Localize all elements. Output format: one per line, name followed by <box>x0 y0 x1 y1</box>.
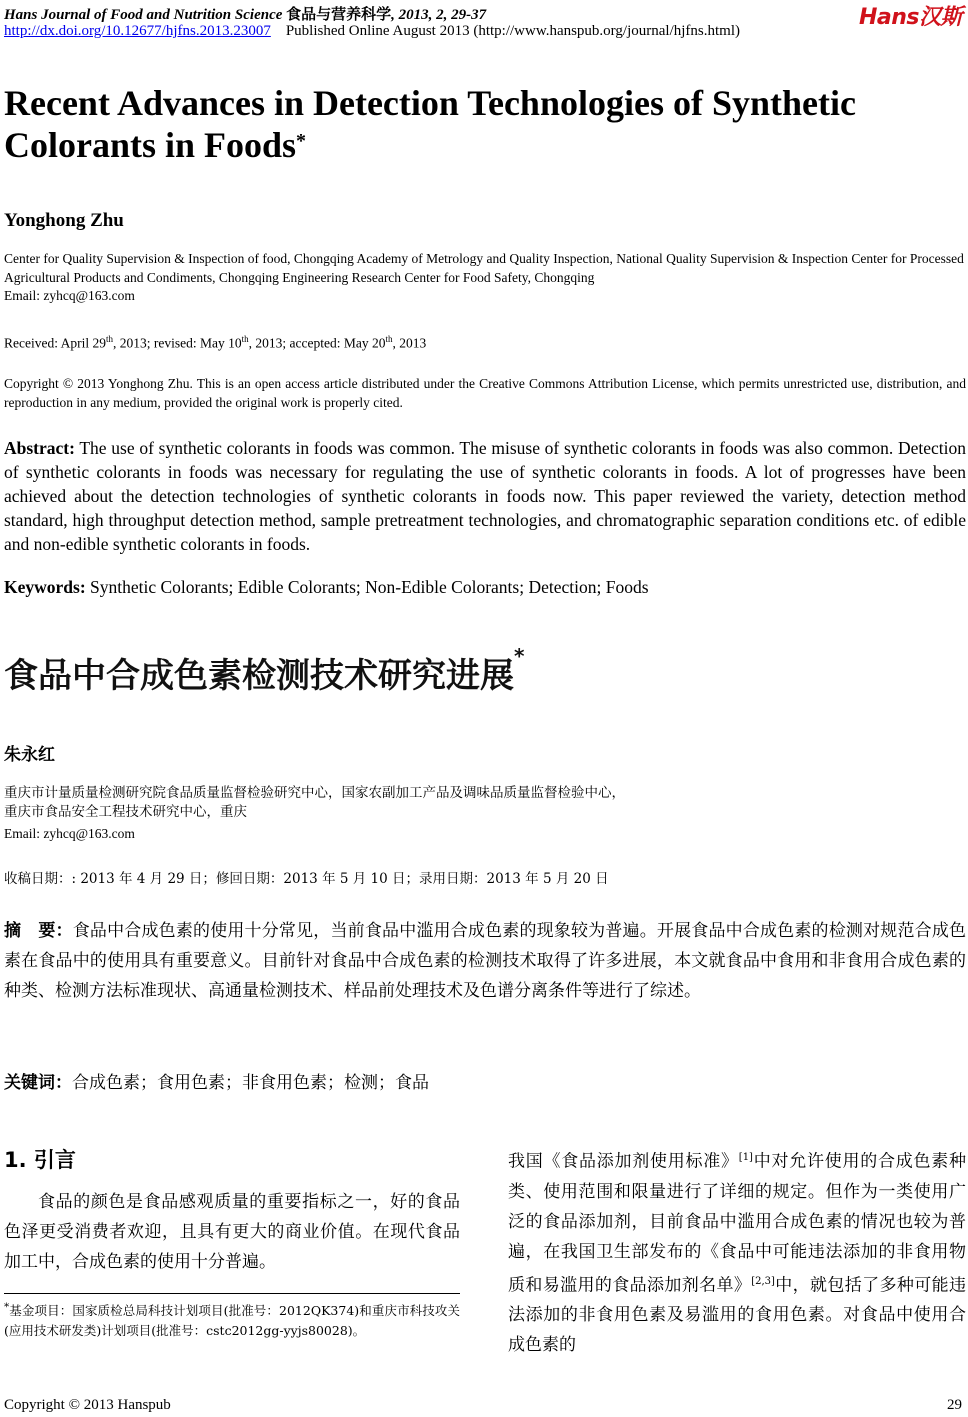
publisher-logo: Hans汉斯 <box>858 5 962 30</box>
abstract-en-label: Abstract: <box>4 438 75 458</box>
funding-footnote <box>4 1297 460 1341</box>
received-sup: th <box>105 334 113 344</box>
keywords-cn <box>4 1068 429 1093</box>
keywords-cn-text: 合成色素；食用色素；非食用色素；检测；食品 <box>72 1073 429 1093</box>
journal-header <box>4 3 486 24</box>
abstract-en-text: The use of synthetic colorants in foods was common. The misuse of synthetic colorants in foods was also common. Detection of synthetic colorants in foods was necessary for regulating the use of synthetic colorants in foods. A lot of progresses have been achieved about the detection technologies of synthetic colorants in foods now. This paper reviewed the variety, detection method standard, high throughput detection method, sample pretreatment technologies, and chromatographic separation conditions etc. of edible and non-edible synthetic colorants in foods. <box>4 438 966 554</box>
received-dates-en <box>4 330 426 353</box>
affiliation-cn-line2: 重庆市食品安全工程技术研究中心，重庆 <box>4 804 247 820</box>
intro-left-column: 食品的颜色是食品感观质量的重要指标之一，好的食品色泽更受消费者欢迎，且具有更大的商业价值。在现代食品加工中，合成色素的使用十分普遍。 <box>4 1192 460 1272</box>
abstract-cn-label: 摘 要： <box>4 921 73 941</box>
journal-name-en: Hans Journal of Food and Nutrition Science <box>4 7 283 23</box>
article-title-en <box>4 82 904 166</box>
section-heading: 1. 引言 <box>4 1148 76 1172</box>
footnote-text: 基金项目：国家质检总局科技计划项目(批准号：2012QK374)和重庆市科技攻关(应用技术研发类)计划项目(批准号：cstc2012gg-yyjs80028)。 <box>4 1303 460 1339</box>
page-number: 29 <box>947 1397 962 1413</box>
accepted-text: , 2013; accepted: May 20 <box>248 335 386 351</box>
received-text: Received: April 29 <box>4 335 106 351</box>
title-cn-mark: * <box>514 644 525 668</box>
abstract-cn-text: 食品中合成色素的使用十分常见，当前食品中滥用合成色素的现象较为普遍。开展食品中合成色素的检测对规范合成色素在食品中的使用具有重要意义。目前针对食品中合成色素的检测技术取得了许多进展，本文就食品中食用和非食用合成色素的种类、检测方法标准现状、高通量检测技术、样品前处理技术及色谱分离条件等进行了综述。 <box>4 921 967 1001</box>
journal-name-cn: 食品与营养科学 <box>286 7 392 23</box>
doi-line <box>4 23 740 40</box>
intro-right-text-1: 我国《食品添加剂使用标准》 <box>508 1151 739 1172</box>
affiliation-en: Center for Quality Supervision & Inspection of food, Chongqing Academy of Metrology and Quality Inspection, National Quality Supervision & Inspection Center for Processed Agricultural Products and Condiments, Chongqing Engineering Research Center for Food Safety, Chongqing <box>4 251 964 285</box>
abstract-en <box>4 436 966 556</box>
published-online: Published Online August 2013 (http://www.hanspub.org/journal/hjfns.html) <box>285 23 740 39</box>
journal-issue: , 2013, 2, 29-37 <box>391 7 487 23</box>
title-cn-text: 食品中合成色素检测技术研究进展 <box>4 656 514 696</box>
title-en-text: Recent Advances in Detection Technologies of Synthetic Colorants in Foods <box>4 83 856 165</box>
email-en: Email: zyhcq@163.com <box>4 288 135 303</box>
citation-ref-1[interactable]: [1] <box>738 1152 753 1163</box>
revised-text: , 2013; revised: May 10 <box>113 335 242 351</box>
keywords-en-text: Synthetic Colorants; Edible Colorants; Non-Edible Colorants; Detection; Foods <box>85 577 649 597</box>
keywords-en-label: Keywords: <box>4 577 86 597</box>
received-dates-cn: 收稿日期：: 2013 年 4 月 29 日；修回日期：2013 年 5 月 10 日；录用日期：2013 年 5 月 20 日 <box>4 871 609 887</box>
revised-sup: th <box>241 334 249 344</box>
footer-copyright: Copyright © 2013 Hanspub <box>4 1397 171 1413</box>
footnote-divider <box>4 1293 460 1294</box>
citation-ref-2-3[interactable]: [2,3] <box>751 1275 775 1287</box>
title-en-mark: * <box>296 130 307 152</box>
author-en: Yonghong Zhu <box>4 210 124 231</box>
author-cn: 朱永红 <box>4 745 55 765</box>
affiliation-cn-line1: 重庆市计量质量检测研究院食品质量监督检验研究中心，国家农副加工产品及调味品质量监督检验中心， <box>4 785 625 801</box>
abstract-cn <box>4 916 966 1006</box>
keywords-en <box>4 577 649 598</box>
footnote-mark: * <box>4 1301 10 1313</box>
keywords-cn-label: 关键词： <box>4 1073 72 1093</box>
article-title-cn <box>4 644 525 697</box>
intro-right-text-2: 中对允许使用的合成色素种类、使用范围和限量进行了详细的规定。但作为一类使用广泛的食品添加剂，目前食品中滥用合成色素的情况也较为普遍，在我国卫生部发布的《食品中可能违法添加的非食用物质和易滥用的食品添加剂名单》 <box>508 1151 967 1296</box>
doi-link[interactable]: http://dx.doi.org/10.12677/hjfns.2013.23007 <box>4 23 271 39</box>
accepted-year: , 2013 <box>392 335 427 351</box>
intro-right-text-3: 中，就包括了多种可能违法添加的非食用色素及易滥用的食用色素。对食品中使用合成色素的 <box>508 1275 967 1356</box>
accepted-sup: th <box>385 334 393 344</box>
affiliation-cn <box>4 784 966 822</box>
email-cn: Email: zyhcq@163.com <box>4 826 135 841</box>
intro-right-column <box>508 1143 966 1360</box>
copyright-notice: Copyright © 2013 Yonghong Zhu. This is an open access article distributed under the Creative Commons Attribution License, which permits unrestricted use, distribution, and reproduction in any medium, provided the original work is properly cited. <box>4 376 966 410</box>
